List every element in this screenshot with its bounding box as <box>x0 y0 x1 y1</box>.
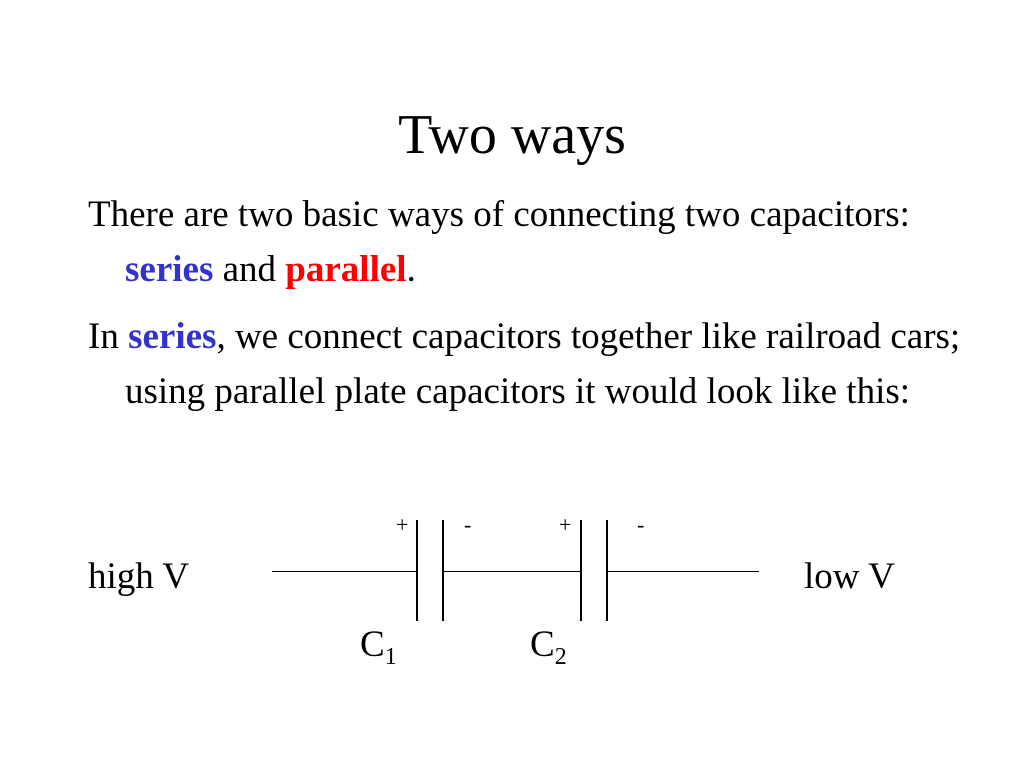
paragraph-text: There are two basic ways of connecting two capacitors: <box>88 194 910 235</box>
c1-minus-sign: - <box>464 512 472 537</box>
paragraph-text: and <box>213 249 286 290</box>
wire-middle <box>443 571 581 572</box>
slide-title: Two ways <box>398 104 626 166</box>
series-highlight: series <box>128 316 217 357</box>
c1-label <box>360 617 397 672</box>
paragraph-text: . <box>406 249 416 290</box>
c2-plate-right <box>606 520 608 621</box>
c2-letter: C <box>530 624 555 665</box>
c2-subscript: 2 <box>554 644 567 670</box>
c1-letter: C <box>360 624 385 665</box>
wire-right <box>607 571 759 572</box>
c1-plate-right <box>442 520 444 621</box>
c2-minus-sign: - <box>637 512 645 537</box>
wire-left <box>272 571 417 572</box>
c2-plus-sign: + <box>559 512 572 537</box>
c1-plus-sign: + <box>396 512 409 537</box>
c1-plate-left <box>416 520 418 621</box>
parallel-highlight: parallel <box>285 249 407 290</box>
paragraph-series-description <box>88 309 985 419</box>
c1-subscript: 1 <box>384 644 397 670</box>
high-voltage-label: high V <box>88 556 190 597</box>
c2-plate-left <box>580 520 582 621</box>
paragraph-text: In <box>88 316 129 357</box>
c2-label <box>530 617 567 672</box>
series-highlight: series <box>125 249 214 290</box>
low-voltage-label: low V <box>804 556 895 597</box>
paragraph-basic-ways <box>88 187 985 297</box>
paragraph-text: , we connect capacitors together like railroad cars; using parallel plate capacitors it would look like this: <box>125 316 961 412</box>
